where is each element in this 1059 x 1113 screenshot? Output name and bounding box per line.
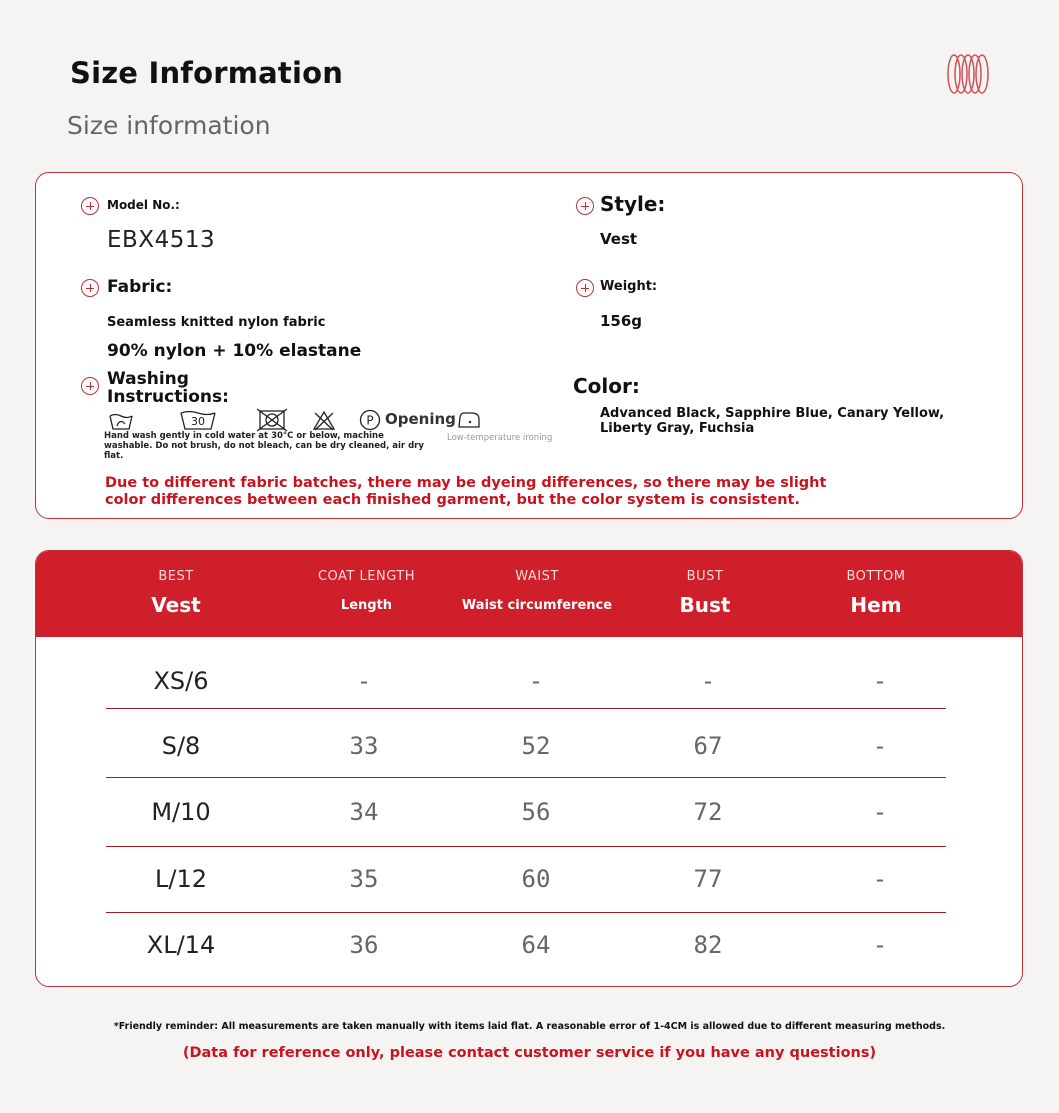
opening-label: Opening: [385, 410, 456, 428]
do-not-tumble-dry-icon: [255, 408, 289, 432]
column-header-length: COAT LENGTH Length: [317, 569, 416, 613]
row-divider: [106, 708, 946, 709]
dyeing-note: Due to different fabric batches, there may be dyeing differences, so there may be slight color differences between each finished garment, but the color system is consistent.: [105, 475, 827, 508]
table-row: M/10 34 56 72 -: [151, 798, 888, 826]
style-value: Vest: [600, 230, 638, 248]
table-row: XS/6 - - - -: [153, 667, 888, 695]
size-table-card: [35, 550, 1023, 987]
iron-low-temp-icon: [456, 408, 482, 430]
weight-value: 156g: [600, 312, 643, 330]
plus-circle-icon: [576, 197, 594, 215]
column-header-bust: BUST Bust: [679, 569, 731, 617]
style-label: Style:: [600, 192, 666, 216]
dry-clean-icon: [359, 409, 381, 431]
do-not-bleach-icon: [312, 409, 336, 431]
washing-text: Hand wash gently in cold water at 30°C or below, machine washable. Do not brush, do not bleach, can be dry cleaned, air dry flat.: [104, 431, 424, 461]
product-info-card: [35, 172, 1023, 519]
svg-text:P: P: [366, 413, 374, 428]
color-label: Color:: [573, 374, 640, 398]
column-header-waist: WAIST Waist circumference: [461, 569, 613, 613]
fabric-composition: 90% nylon + 10% elastane: [107, 341, 362, 361]
measurement-reminder: *Friendly reminder: All measurements are taken manually with items laid flat. A reasonable error of 1-4CM is allowed due to different measuring methods.: [113, 1021, 946, 1032]
fabric-label: Fabric:: [107, 277, 173, 297]
table-row: L/12 35 60 77 -: [155, 865, 888, 893]
column-header-hem: BOTTOM Hem: [846, 569, 906, 617]
ironing-text: Low-temperature ironing: [447, 433, 553, 443]
reference-note: (Data for reference only, please contact customer service if you have any questions): [182, 1045, 877, 1061]
table-row: S/8 33 52 67 -: [161, 732, 888, 760]
plus-circle-icon: [81, 197, 99, 215]
page-title: Size Information: [70, 56, 344, 90]
wash-temperature: 30: [191, 415, 205, 428]
row-divider: [106, 777, 946, 778]
plus-circle-icon: [576, 279, 594, 297]
fabric-desc: Seamless knitted nylon fabric: [107, 315, 326, 330]
brand-rings-logo: [946, 53, 990, 95]
plus-circle-icon: [81, 279, 99, 297]
color-value: Advanced Black, Sapphire Blue, Canary Yellow, Liberty Gray, Fuchsia: [600, 406, 945, 436]
washing-label: Washing Instructions:: [107, 369, 229, 407]
model-label: Model No.:: [107, 198, 180, 212]
model-value: EBX4513: [107, 227, 216, 253]
plus-circle-icon: [81, 377, 99, 395]
hand-wash-icon: [108, 410, 134, 432]
column-header-vest: BEST Vest: [151, 569, 201, 617]
weight-label: Weight:: [600, 279, 658, 294]
table-row: XL/14 36 64 82 -: [146, 931, 888, 959]
page-subtitle: Size information: [67, 111, 271, 140]
size-table-header: [36, 551, 1023, 637]
